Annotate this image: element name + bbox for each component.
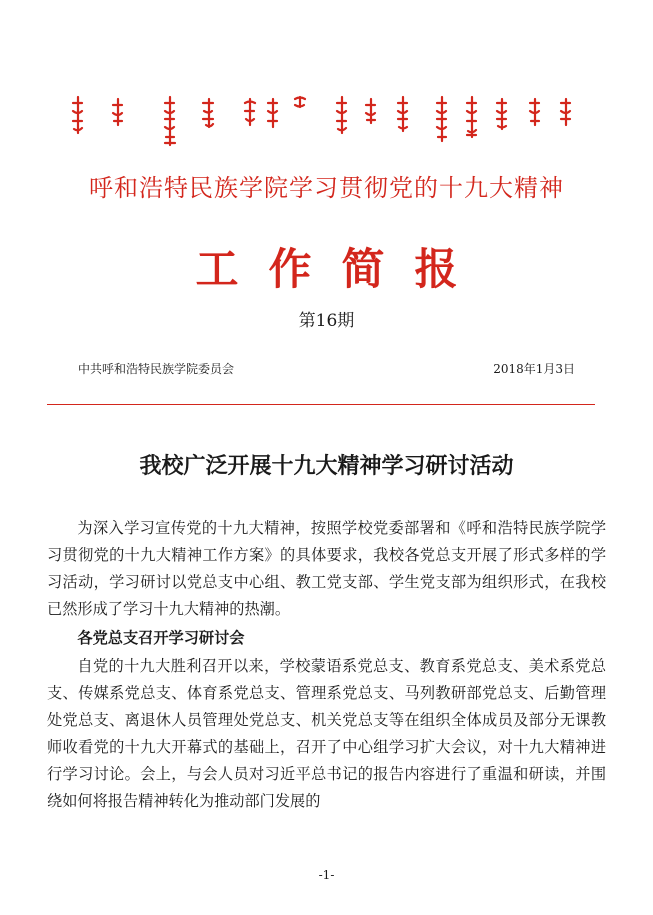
mongolian-script-graphic bbox=[70, 93, 580, 151]
mongolian-script-header bbox=[70, 93, 580, 151]
article-body bbox=[47, 515, 606, 815]
section-paragraph: 自党的十九大胜利召开以来，学校蒙语系党总支、教育系党总支、美术系党总支、传媒系党总支、体育系党总支、管理系党总支、马列教研部党总支、后勤管理处党总支、离退休人员管理处党总支、机关党总支等在组织全体成员及部分无课教师收看党的十九大开幕式的基础上，召开了中心组学习扩大会议，对十九大精神进行学习讨论。会上，与会人员对习近平总书记的报告内容进行了重温和研读，并围绕如何将报告精神转化为推动部门发展的 bbox=[47, 657, 606, 810]
publisher: 中共呼和浩特民族学院委员会 bbox=[78, 362, 235, 376]
issue-number: 第16期 bbox=[298, 311, 355, 331]
page-number: -1- bbox=[318, 868, 335, 882]
header-divider bbox=[47, 404, 595, 405]
section-heading: 各党总支召开学习研讨会 bbox=[77, 629, 245, 647]
bulletin-title: 工作简报 bbox=[195, 245, 488, 295]
institution-title: 呼和浩特民族学院学习贯彻党的十九大精神 bbox=[89, 174, 564, 202]
intro-paragraph: 为深入学习宣传党的十九大精神，按照学校党委部署和《呼和浩特民族学院学习贯彻党的十九大精神工作方案》的具体要求，我校各党总支开展了形式多样的学习活动，学习研讨以党总支中心组、教工党支部、学生党支部为组织形式，在我校已然形成了学习十九大精神的热潮。 bbox=[47, 519, 606, 618]
publish-date: 2018年1月3日 bbox=[493, 362, 575, 376]
article-title: 我校广泛开展十九大精神学习研讨活动 bbox=[139, 453, 514, 479]
